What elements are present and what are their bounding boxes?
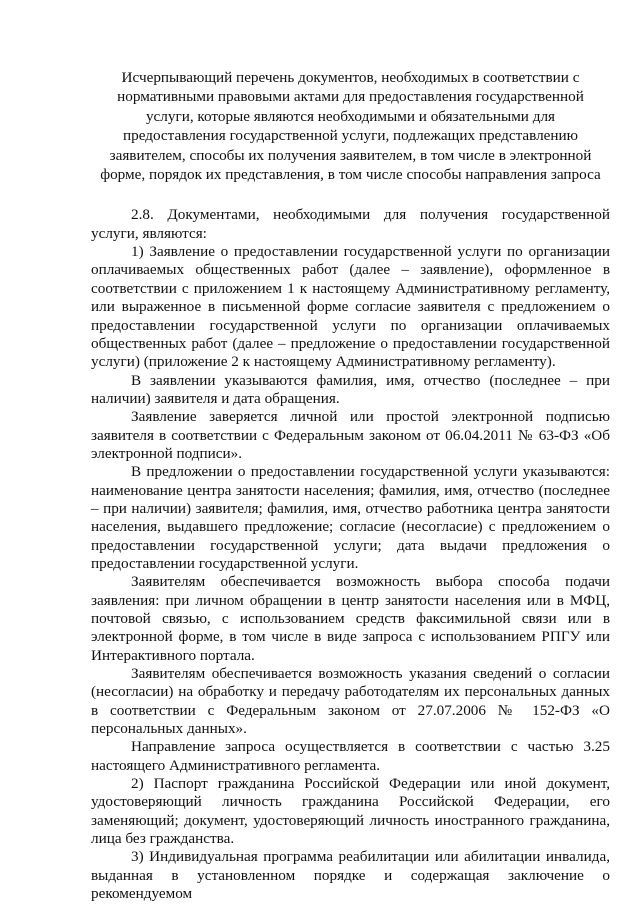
paragraph-personal-data-consent: Заявителям обеспечивается возможность указания сведений о согласии (несогласии) на обработку и передачу работодателям их персональных данных в соответствии с Федеральным законом от 27.07.2006 № 152-ФЗ «О персональных данных». — [91, 665, 610, 738]
paragraph-offer-contents: В предложении о предоставлении государственной услуги указываются: наименование центра занятости населения; фамилия, имя, отчество (последнее – при наличии) заявителя; фамилия, имя, отчество работника центра занятости населения, выдавшего предложение; согласие (несогласие) с предложением о предоставлении государственной услуги; дата выдачи предложения о предоставлении государственной услуги. — [91, 463, 610, 572]
paragraph-request-sending: Направление запроса осуществляется в соответствии с частью 3.25 настоящего Административного регламента. — [91, 738, 610, 774]
paragraph-2-8-intro: 2.8. Документами, необходимыми для получения государственной услуги, являются: — [91, 206, 610, 242]
paragraph-application-signature: Заявление заверяется личной или простой электронной подписью заявителя в соответствии с Федеральным законом от 06.04.2011 № 63-ФЗ «Об электронной подписи». — [91, 408, 610, 462]
paragraph-submission-methods: Заявителям обеспечивается возможность выбора способа подачи заявления: при личном обращении в центр занятости населения или в МФЦ, почтовой связью, с использованием средств факсимильной связи или в электронной форме, в том числе в виде запроса с использованием РПГУ или Интерактивного портала. — [91, 573, 610, 664]
section-heading: Исчерпывающий перечень документов, необходимых в соответствии с нормативными правовыми актами для предоставления государственной услуги, которые являются необходимыми и обязательными для предоставления государственной услуги, подлежащих представлению заявителем, способы их получения заявителем, в том числе в электронной форме, порядок их представления, в том числе способы направления запроса — [100, 69, 601, 184]
paragraph-application-contents: В заявлении указываются фамилия, имя, отчество (последнее – при наличии) заявителя и дата обращения. — [91, 371, 610, 407]
paragraph-item-3-rehabilitation-program: 3) Индивидуальная программа реабилитации или абилитации инвалида, выданная в установленном порядке и содержащая заключение о рекомендуемом — [91, 848, 610, 903]
paragraph-item-1-application: 1) Заявление о предоставлении государственной услуги по организации оплачиваемых общественных работ (далее – заявление), оформленное в соответствии с приложением 1 к настоящему Административному регламенту, или выраженное в письменной форме согласие заявителя с предложением о предоставлении государственной услуги по организации оплачиваемых общественных работ (далее – предложение о предоставлении государственной услуги) (приложение 2 к настоящему Административному регламенту). — [91, 243, 610, 371]
paragraph-item-2-passport: 2) Паспорт гражданина Российской Федерации или иной документ, удостоверяющий личность гражданина Российской Федерации, его заменяющий; документ, удостоверяющий личность иностранного гражданина, лица без гражданства. — [91, 775, 610, 848]
